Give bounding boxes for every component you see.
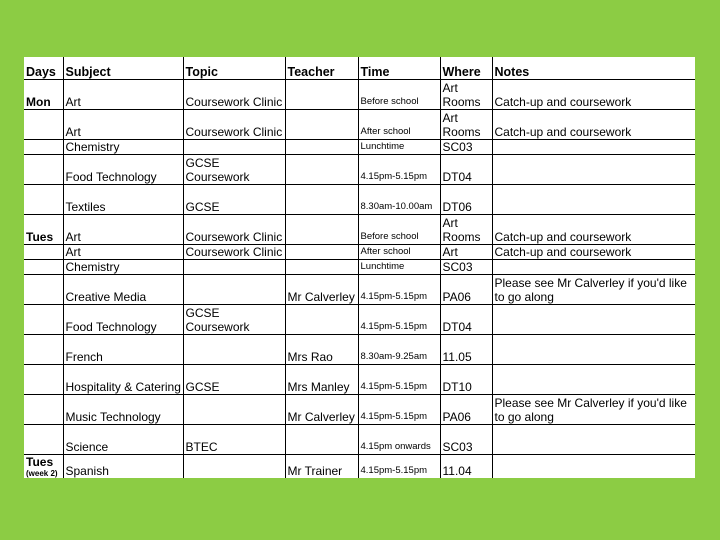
cell-day [24,275,63,305]
cell-day [24,260,63,275]
table-row [24,140,695,155]
cell-day [24,305,63,335]
table-row [24,335,695,365]
cell-teacher [285,185,358,215]
cell-where: Art Rooms [440,110,492,140]
cell-subject: Food Technology [63,155,183,185]
cell-notes: Catch-up and coursework [492,245,695,260]
cell-topic: Coursework Clinic [183,80,285,110]
table-row [24,260,695,275]
cell-notes [492,455,695,479]
cell-subject: Spanish [63,455,183,479]
cell-notes: Please see Mr Calverley if you'd like to go along [492,275,695,305]
cell-subject: Chemistry [63,140,183,155]
cell-day [24,455,63,479]
cell-notes [492,140,695,155]
cell-teacher [285,245,358,260]
table-row [24,110,695,140]
table-row [24,395,695,425]
cell-topic: Coursework Clinic [183,245,285,260]
cell-subject: Art [63,215,183,245]
cell-where: PA06 [440,275,492,305]
header-notes: Notes [492,57,695,80]
table-row [24,155,695,185]
cell-topic: GCSE [183,365,285,395]
timetable-sheet [24,57,695,478]
table-row [24,245,695,260]
cell-day [24,80,63,110]
clubs-timetable [24,57,695,478]
cell-teacher [285,140,358,155]
cell-notes [492,365,695,395]
cell-time: Lunchtime [358,260,440,275]
cell-topic: GCSE Coursework [183,305,285,335]
cell-time: Before school [358,80,440,110]
cell-topic: BTEC [183,425,285,455]
cell-teacher: Mrs Manley [285,365,358,395]
cell-time: Lunchtime [358,140,440,155]
cell-time: 4.15pm-5.15pm [358,395,440,425]
day-sublabel: (week 2) [26,469,58,478]
table-row [24,80,695,110]
cell-day [24,155,63,185]
cell-where: SC03 [440,260,492,275]
cell-day [24,245,63,260]
cell-time: Before school [358,215,440,245]
header-time: Time [358,57,440,80]
cell-day [24,365,63,395]
cell-where: Art Rooms [440,215,492,245]
cell-subject: Art [63,245,183,260]
cell-time: 4.15pm-5.15pm [358,455,440,479]
header-subject: Subject [63,57,183,80]
cell-teacher: Mrs Rao [285,335,358,365]
cell-time: After school [358,245,440,260]
cell-time: 8.30am-10.00am [358,185,440,215]
cell-subject: Food Technology [63,305,183,335]
header-where: Where [440,57,492,80]
table-row [24,275,695,305]
cell-subject: Art [63,110,183,140]
cell-teacher [285,155,358,185]
cell-topic: GCSE Coursework [183,155,285,185]
cell-time: 4.15pm onwards [358,425,440,455]
cell-where: PA06 [440,395,492,425]
cell-where: SC03 [440,140,492,155]
cell-notes: Catch-up and coursework [492,80,695,110]
header-topic: Topic [183,57,285,80]
cell-teacher [285,305,358,335]
cell-topic [183,395,285,425]
day-label: Mon [26,95,51,109]
table-row [24,305,695,335]
cell-subject: French [63,335,183,365]
cell-time: 4.15pm-5.15pm [358,365,440,395]
cell-day [24,185,63,215]
cell-time: 4.15pm-5.15pm [358,305,440,335]
cell-where: Art [440,245,492,260]
cell-teacher [285,80,358,110]
cell-subject: Textiles [63,185,183,215]
cell-where: 11.04 [440,455,492,479]
cell-teacher: Mr Calverley [285,395,358,425]
table-row [24,455,695,479]
table-row [24,365,695,395]
cell-subject: Creative Media [63,275,183,305]
cell-subject: Hospitality & Catering [63,365,183,395]
cell-teacher: Mr Calverley [285,275,358,305]
cell-notes [492,425,695,455]
day-label: Tues [26,230,54,244]
cell-topic: Coursework Clinic [183,110,285,140]
cell-time: 4.15pm-5.15pm [358,275,440,305]
cell-day [24,110,63,140]
cell-where: Art Rooms [440,80,492,110]
cell-topic [183,260,285,275]
header-row [24,57,695,80]
cell-day [24,215,63,245]
cell-where: DT06 [440,185,492,215]
cell-teacher [285,425,358,455]
header-days: Days [24,57,63,80]
cell-teacher [285,110,358,140]
cell-subject: Chemistry [63,260,183,275]
cell-where: DT10 [440,365,492,395]
cell-where: 11.05 [440,335,492,365]
cell-notes [492,260,695,275]
cell-topic [183,140,285,155]
cell-topic: Coursework Clinic [183,215,285,245]
cell-day [24,140,63,155]
cell-notes: Catch-up and coursework [492,215,695,245]
cell-time: 8.30am-9.25am [358,335,440,365]
cell-where: DT04 [440,155,492,185]
cell-topic [183,335,285,365]
cell-subject: Science [63,425,183,455]
cell-subject: Art [63,80,183,110]
cell-notes: Catch-up and coursework [492,110,695,140]
cell-day [24,425,63,455]
cell-day [24,395,63,425]
cell-teacher [285,215,358,245]
cell-notes [492,305,695,335]
table-row [24,185,695,215]
cell-where: DT04 [440,305,492,335]
day-label: Tues [26,455,54,469]
cell-topic: GCSE [183,185,285,215]
table-row [24,425,695,455]
table-row [24,215,695,245]
header-teacher: Teacher [285,57,358,80]
cell-teacher: Mr Trainer [285,455,358,479]
cell-notes: Please see Mr Calverley if you'd like to go along [492,395,695,425]
cell-time: After school [358,110,440,140]
cell-notes [492,185,695,215]
cell-teacher [285,260,358,275]
cell-where: SC03 [440,425,492,455]
cell-day [24,335,63,365]
cell-notes [492,335,695,365]
cell-subject: Music Technology [63,395,183,425]
cell-topic [183,455,285,479]
cell-notes [492,155,695,185]
cell-topic [183,275,285,305]
cell-time: 4.15pm-5.15pm [358,155,440,185]
